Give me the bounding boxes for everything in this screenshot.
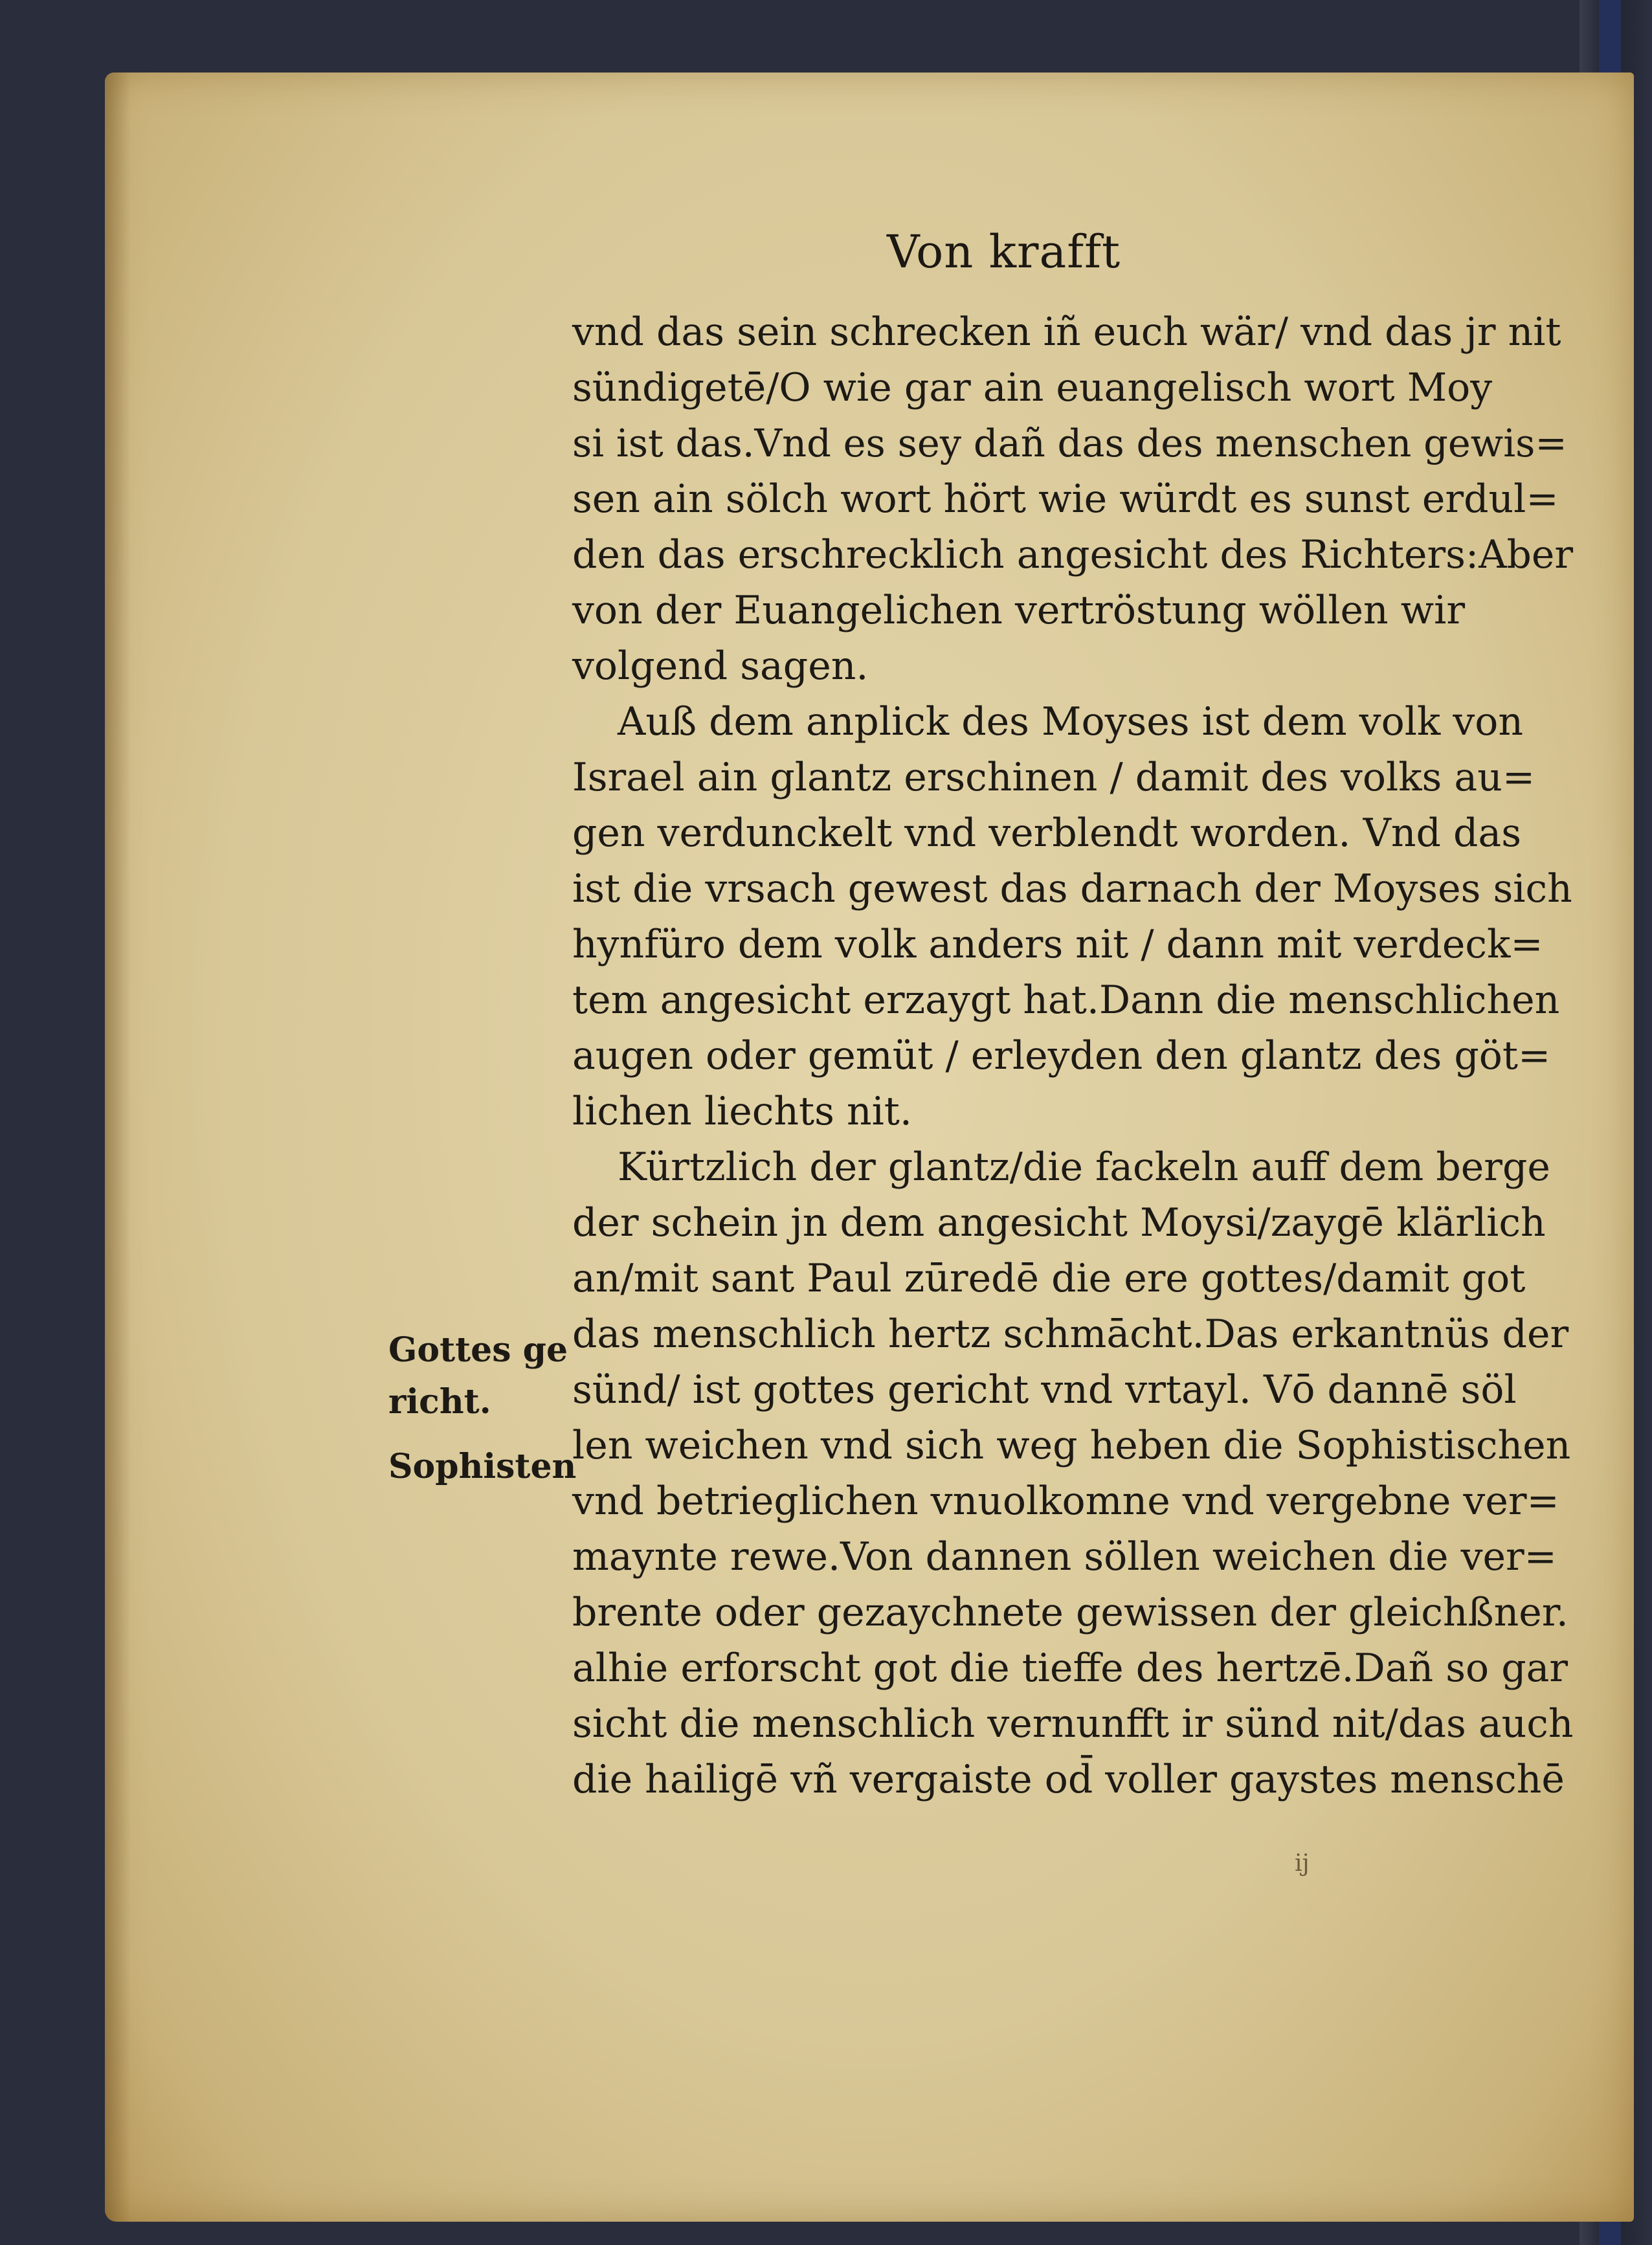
page-gutter-shadow: [105, 73, 131, 2222]
text-line: brente oder gezaychnete gewissen der gleichßner.: [572, 1590, 1568, 1635]
text-line: si ist das.Vnd es sey dañ das des menschen gewis=: [572, 421, 1567, 465]
text-line: der schein jn dem angesicht Moysi/zaygē klärlich: [572, 1200, 1546, 1245]
text-line: hynfüro dem volk anders nit / dann mit verdeck=: [572, 922, 1543, 967]
text-line: Israel ain glantz erschinen / damit des volks au=: [572, 755, 1535, 800]
text-line: an/mit sant Paul zūredē die ere gottes/damit got: [572, 1256, 1526, 1301]
running-head: Von krafft: [887, 225, 1121, 278]
signature-mark: ij: [1295, 1850, 1310, 1877]
text-line: die hailigē vñ vergaiste od̄ voller gaystes menschē: [572, 1757, 1565, 1802]
text-line: Kürtzlich der glantz/die fackeln auff dem berge: [618, 1145, 1550, 1190]
text-line: sicht die menschlich vernunfft ir sünd nit/das auch: [572, 1701, 1574, 1747]
margin-note-gottes-gericht: [388, 1324, 568, 1428]
text-line: gen verdunckelt vnd verblendt worden. Vnd das: [572, 810, 1521, 856]
text-line: von der Euangelichen vertröstung wöllen wir: [572, 588, 1466, 633]
text-line: sünd/ ist gottes gericht vnd vrtayl. Vō dannē söl: [572, 1367, 1517, 1413]
text-line: volgend sagen.: [572, 643, 869, 689]
text-line: alhie erforscht got die tieffe des hertzē.Dañ so gar: [572, 1646, 1568, 1691]
body-text: [572, 304, 1582, 1807]
margin-note-line: Gottes ge: [388, 1330, 568, 1370]
margin-note-sophisten: Sophisten: [388, 1447, 577, 1486]
text-line: ist die vrsach gewest das darnach der Moyses sich: [572, 866, 1572, 911]
text-line: den das erschrecklich angesicht des Richters:Aber: [572, 532, 1574, 577]
margin-note-line: richt.: [388, 1382, 491, 1422]
text-line: augen oder gemüt / erleyden den glantz des göt=: [572, 1033, 1551, 1078]
text-line: das menschlich hertz schmācht.Das erkantnüs der: [572, 1312, 1569, 1357]
text-line: vnd das sein schrecken iñ euch wär/ vnd das jr nit: [572, 309, 1561, 355]
text-line: sen ain sölch wort hört wie würdt es sunst erdul=: [572, 476, 1559, 522]
text-line: lichen liechts nit.: [572, 1089, 912, 1134]
text-line: vnd betrieglichen vnuolkomne vnd vergebne ver=: [572, 1479, 1559, 1524]
text-line: len weichen vnd sich weg heben die Sophistischen: [572, 1423, 1571, 1468]
text-line: tem angesicht erzaygt hat.Dann die menschlichen: [572, 977, 1560, 1023]
text-line: sündigetē/O wie gar ain euangelisch wort Moy: [572, 365, 1493, 410]
text-line: maynte rewe.Von dannen söllen weichen die ver=: [572, 1534, 1557, 1580]
text-line: Auß dem anplick des Moyses ist dem volk von: [618, 699, 1523, 744]
